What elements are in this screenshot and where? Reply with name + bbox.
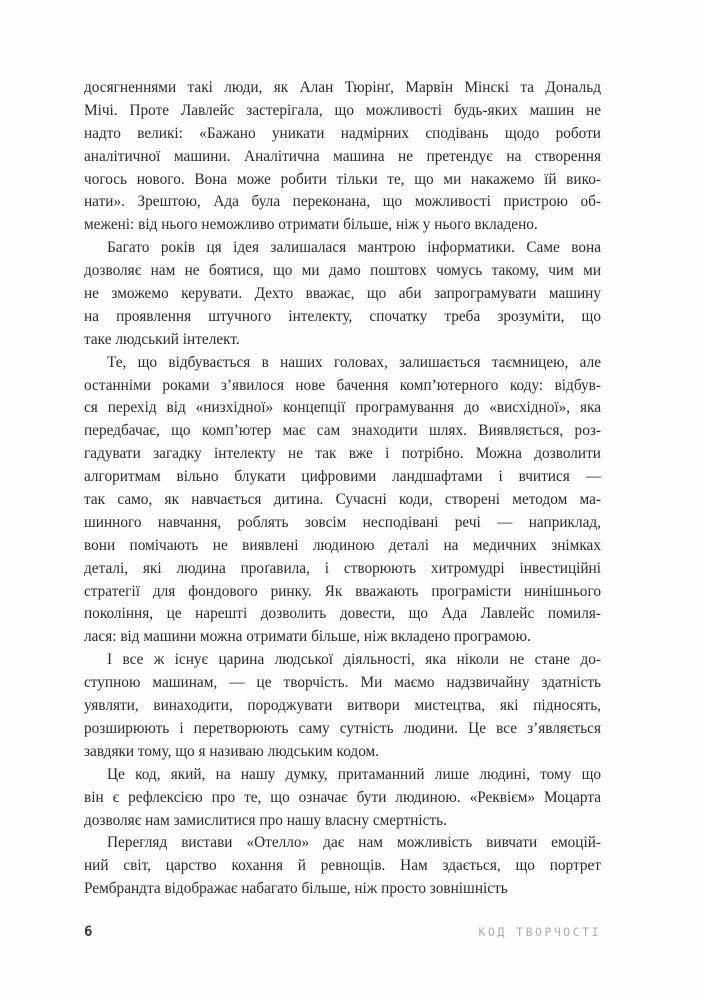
- text-line: завдяки тому, що я називаю людським кодом.: [84, 742, 380, 760]
- text-line: уявляти, винаходити, породжувати витвори мистецтва, які підносять,: [84, 697, 601, 715]
- text-line: розширюють і перетворюють саму сутність людини. Це все з’являється: [84, 719, 601, 737]
- text-line: не зможемо керувати. Дехто вважає, що аби запрограмувати машину: [84, 285, 601, 303]
- text-line: алгоритмам вільно блукати цифровими ландшафтами і вчитися —: [84, 468, 601, 486]
- footer: [84, 924, 601, 940]
- text-line: І все ж існує царина людської діяльності, яка ніколи не стане до-: [107, 651, 601, 669]
- paragraph: [84, 764, 601, 833]
- text-line: чогось нового. Вона може робити тільки те, що ми накажемо їй вико-: [84, 170, 601, 188]
- text-line: покоління, це нарешті дозволить довести, що Ада Лавлейс помиля-: [84, 605, 601, 623]
- text-line: досягненнями такі люди, як Алан Тюрінґ, Марвін Мінскі та Дональд: [84, 79, 601, 96]
- text-line: нати». Зрештою, Ада була переконана, що можливості пристрою об-: [84, 193, 601, 211]
- text-line: аналітичної машини. Аналітична машина не претендує на створення: [84, 147, 601, 165]
- paragraph: [84, 352, 601, 650]
- text-line: таке людський інтелект.: [84, 330, 240, 348]
- text-line: гадувати загадку інтелекту не так вже і потрібно. Можна дозволити: [84, 445, 601, 463]
- text-line: ний світ, царство кохання й ревнощів. Нам здається, що портрет: [84, 857, 601, 875]
- text-line: він є рефлексією про те, що означає бути людиною. «Реквієм» Моцарта: [84, 788, 601, 806]
- text-line: лася: від машини можна отримати більше, ніж вкладено програмою.: [84, 628, 531, 646]
- text-line: надто великі: «Бажано уникати надмірних сподівань щодо роботи: [84, 124, 601, 142]
- text-line: на проявлення штучного інтелекту, спочатку треба зрозуміти, що: [84, 307, 601, 325]
- running-title: КОД ТВОРЧОСТІ: [478, 925, 601, 939]
- text-line: Те, що відбувається в наших головах, залишається таємницею, але: [107, 353, 601, 371]
- text-line: Рембрандта відображає набагато більше, ніж просто зовнішність: [84, 880, 508, 898]
- text-line: ступною машинам, — це творчість. Ми маємо надзвичайну здатність: [84, 674, 601, 692]
- text-line: Мічі. Проте Лавлейс застерігала, що можливості будь-яких машин не: [84, 101, 601, 119]
- text-line: дозволяє нам не боятися, що ми дамо поштовх чомусь такому, чим ми: [84, 262, 601, 280]
- paragraph: [84, 832, 601, 901]
- text-line: ся перехід від «низхідної» концепції програмування до «висхідної», яка: [84, 399, 601, 417]
- text-line: дозволяє нам замислитися про нашу власну смертність.: [84, 811, 447, 829]
- text-line: деталі, які людина проґавила, і створюють хитромудрі інвестиційні: [84, 559, 601, 577]
- paragraph: [84, 237, 601, 351]
- text-line: межені: від нього неможливо отримати більше, ніж у нього вкладено.: [84, 216, 538, 234]
- text-line: стратегії для фондового ринку. Як вважають програмісти нинішнього: [84, 582, 601, 600]
- text-line: Багато років ця ідея залишалася мантрою інформатики. Саме вона: [107, 239, 601, 257]
- paragraph: [84, 649, 601, 763]
- text-block: [84, 77, 601, 901]
- text-line: Перегляд вистави «Отелло» дає нам можливість вивчати емоцій-: [107, 834, 601, 852]
- text-line: вони помічають не виявлені людиною деталі на медичних знімках: [84, 536, 601, 554]
- paragraph: [84, 77, 601, 237]
- text-line: останніми роками з’явилося нове бачення комп’ютерного коду: відбув-: [84, 376, 601, 394]
- text-line: так само, як навчається дитина. Сучасні коди, створені методом ма-: [84, 491, 601, 509]
- text-line: шинного навчання, роблять зовсім несподівані речі — наприклад,: [84, 513, 601, 531]
- text-line: Це код, який, на нашу думку, притаманний лише людині, тому що: [107, 765, 601, 783]
- page-number: 6: [84, 924, 93, 940]
- text-line: передбачає, що комп’ютер має сам знаходити шлях. Виявляється, роз-: [84, 422, 601, 440]
